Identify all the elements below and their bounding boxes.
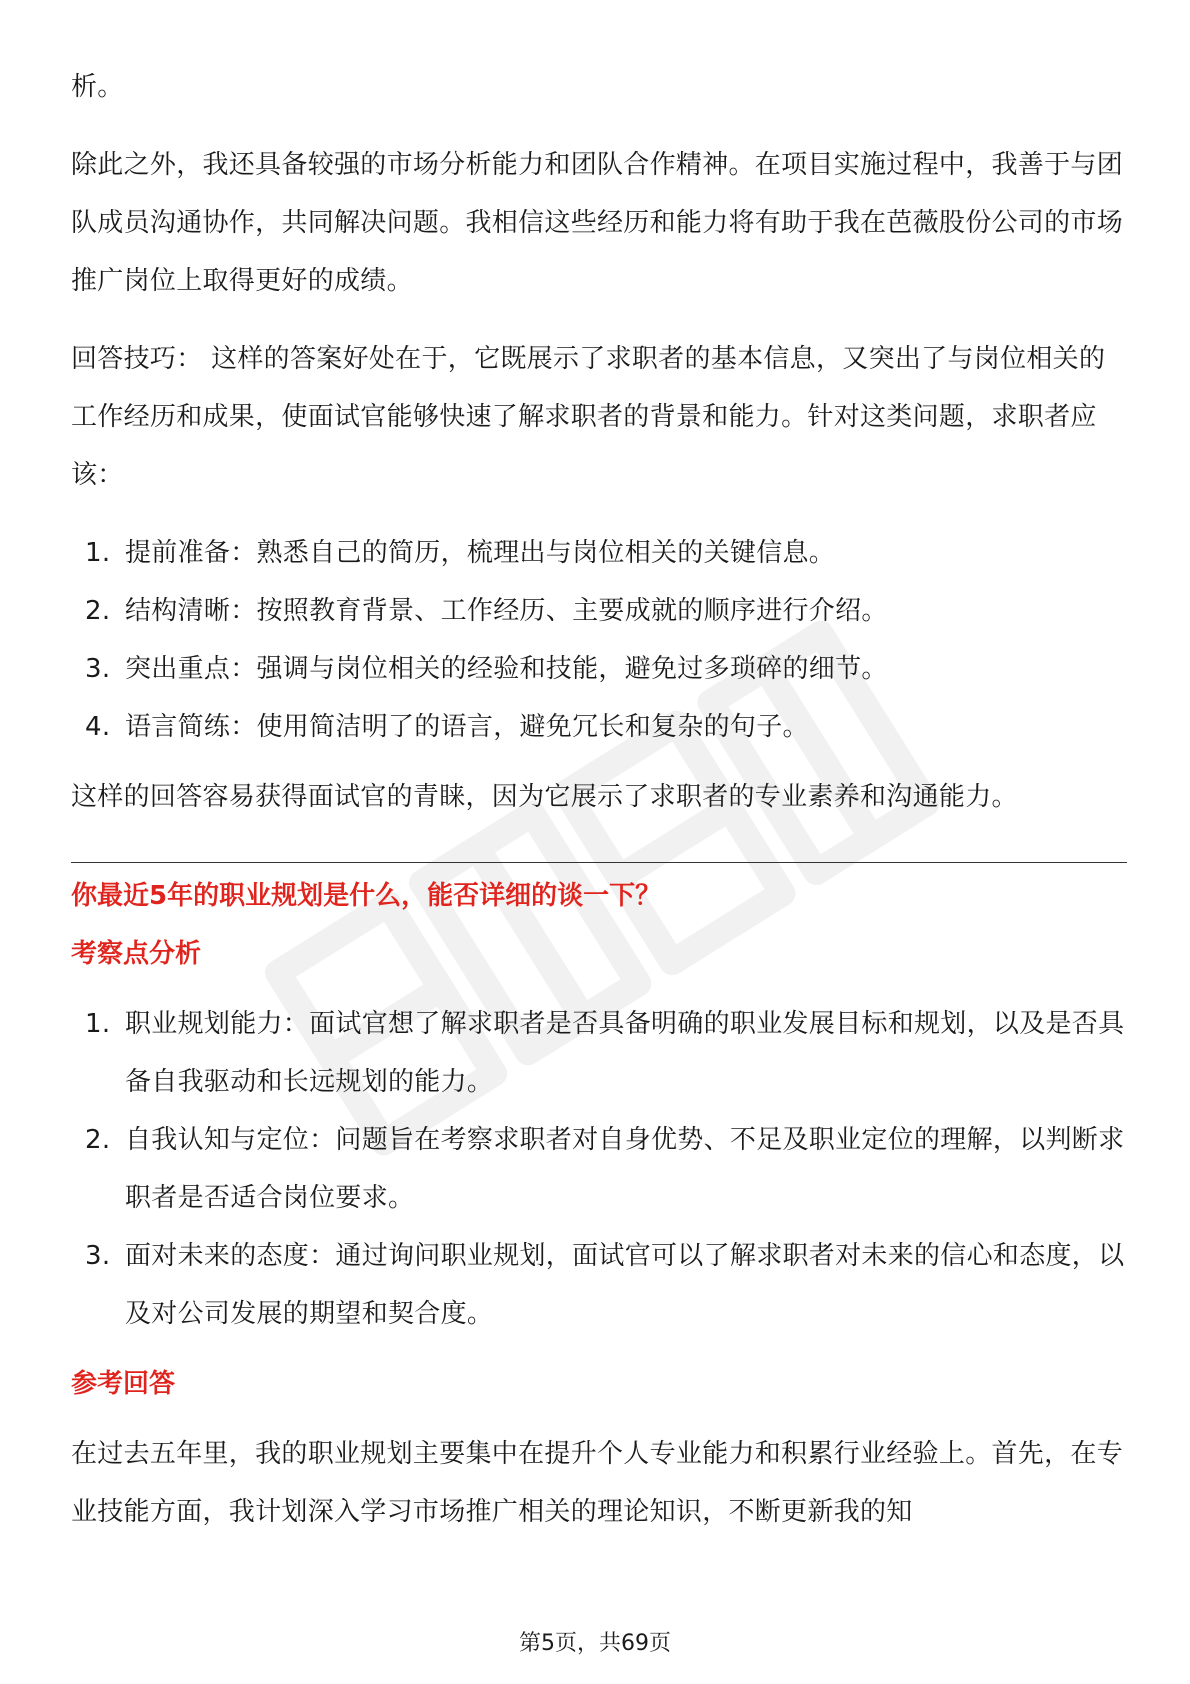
list-item-number: 2. bbox=[85, 1125, 111, 1155]
page-number: 第5页，共69页 bbox=[519, 1631, 671, 1656]
list-item-number: 3. bbox=[85, 1241, 111, 1271]
list-item-text: 提前准备：熟悉自己的简历，梳理出与岗位相关的关键信息。 bbox=[125, 538, 836, 568]
list-item-number: 3. bbox=[85, 654, 111, 684]
analysis-heading: 考察点分析 bbox=[71, 939, 202, 969]
paragraph-experience: 除此之外，我还具备较强的市场分析能力和团队合作精神。在项目实施过程中，我善于与团队成员沟通协作，共同解决问题。我相信这些经历和能力将有助于我在芭薇股份公司的市场推广岗位上取得更好的成绩。 bbox=[71, 150, 1124, 296]
question-title: 你最近5年的职业规划是什么，能否详细的谈一下？ bbox=[71, 881, 662, 911]
analysis-list bbox=[71, 995, 1127, 1343]
list-item-text: 结构清晰：按照教育背景、工作经历、主要成就的顺序进行介绍。 bbox=[125, 596, 888, 626]
list-item bbox=[71, 1227, 1127, 1343]
list-item-text: 突出重点：强调与岗位相关的经验和技能，避免过多琐碎的细节。 bbox=[125, 654, 888, 684]
answer-tips-paragraph: 回答技巧： 这样的答案好处在于，它既展示了求职者的基本信息，又突出了与岗位相关的工作经历和成果，使面试官能够快速了解求职者的背景和能力。针对这类问题，求职者应该： bbox=[71, 344, 1106, 490]
list-item bbox=[71, 582, 1127, 640]
list-item bbox=[71, 640, 1127, 698]
list-item bbox=[71, 698, 1127, 756]
list-item-number: 1. bbox=[85, 538, 111, 568]
list-item-text: 语言简练：使用简洁明了的语言，避免冗长和复杂的句子。 bbox=[125, 712, 809, 742]
list-item bbox=[71, 995, 1127, 1111]
list-item bbox=[71, 1111, 1127, 1227]
list-item-text: 自我认知与定位：问题旨在考察求职者对自身优势、不足及职业定位的理解，以判断求职者是否适合岗位要求。 bbox=[125, 1125, 1125, 1213]
list-item-text: 面对未来的态度：通过询问职业规划，面试官可以了解求职者对未来的信心和态度，以及对公司发展的期望和契合度。 bbox=[125, 1241, 1125, 1329]
list-item-number: 2. bbox=[85, 596, 111, 626]
reference-answer-text: 在过去五年里，我的职业规划主要集中在提升个人专业能力和积累行业经验上。首先，在专业技能方面，我计划深入学习市场推广相关的理论知识，不断更新我的知 bbox=[71, 1439, 1124, 1527]
closing-paragraph: 这样的回答容易获得面试官的青睐，因为它展示了求职者的专业素养和沟通能力。 bbox=[71, 782, 1018, 812]
list-item-number: 4. bbox=[85, 712, 111, 742]
reference-answer-heading: 参考回答 bbox=[71, 1369, 176, 1399]
list-item-text: 职业规划能力：面试官想了解求职者是否具备明确的职业发展目标和规划，以及是否具备自我驱动和长远规划的能力。 bbox=[125, 1009, 1125, 1097]
list-item bbox=[71, 524, 1127, 582]
tips-list bbox=[71, 524, 1127, 756]
list-item-number: 1. bbox=[85, 1009, 111, 1039]
document-body bbox=[71, 58, 1127, 1541]
continued-text: 析。 bbox=[71, 72, 124, 102]
section-divider bbox=[71, 862, 1127, 863]
